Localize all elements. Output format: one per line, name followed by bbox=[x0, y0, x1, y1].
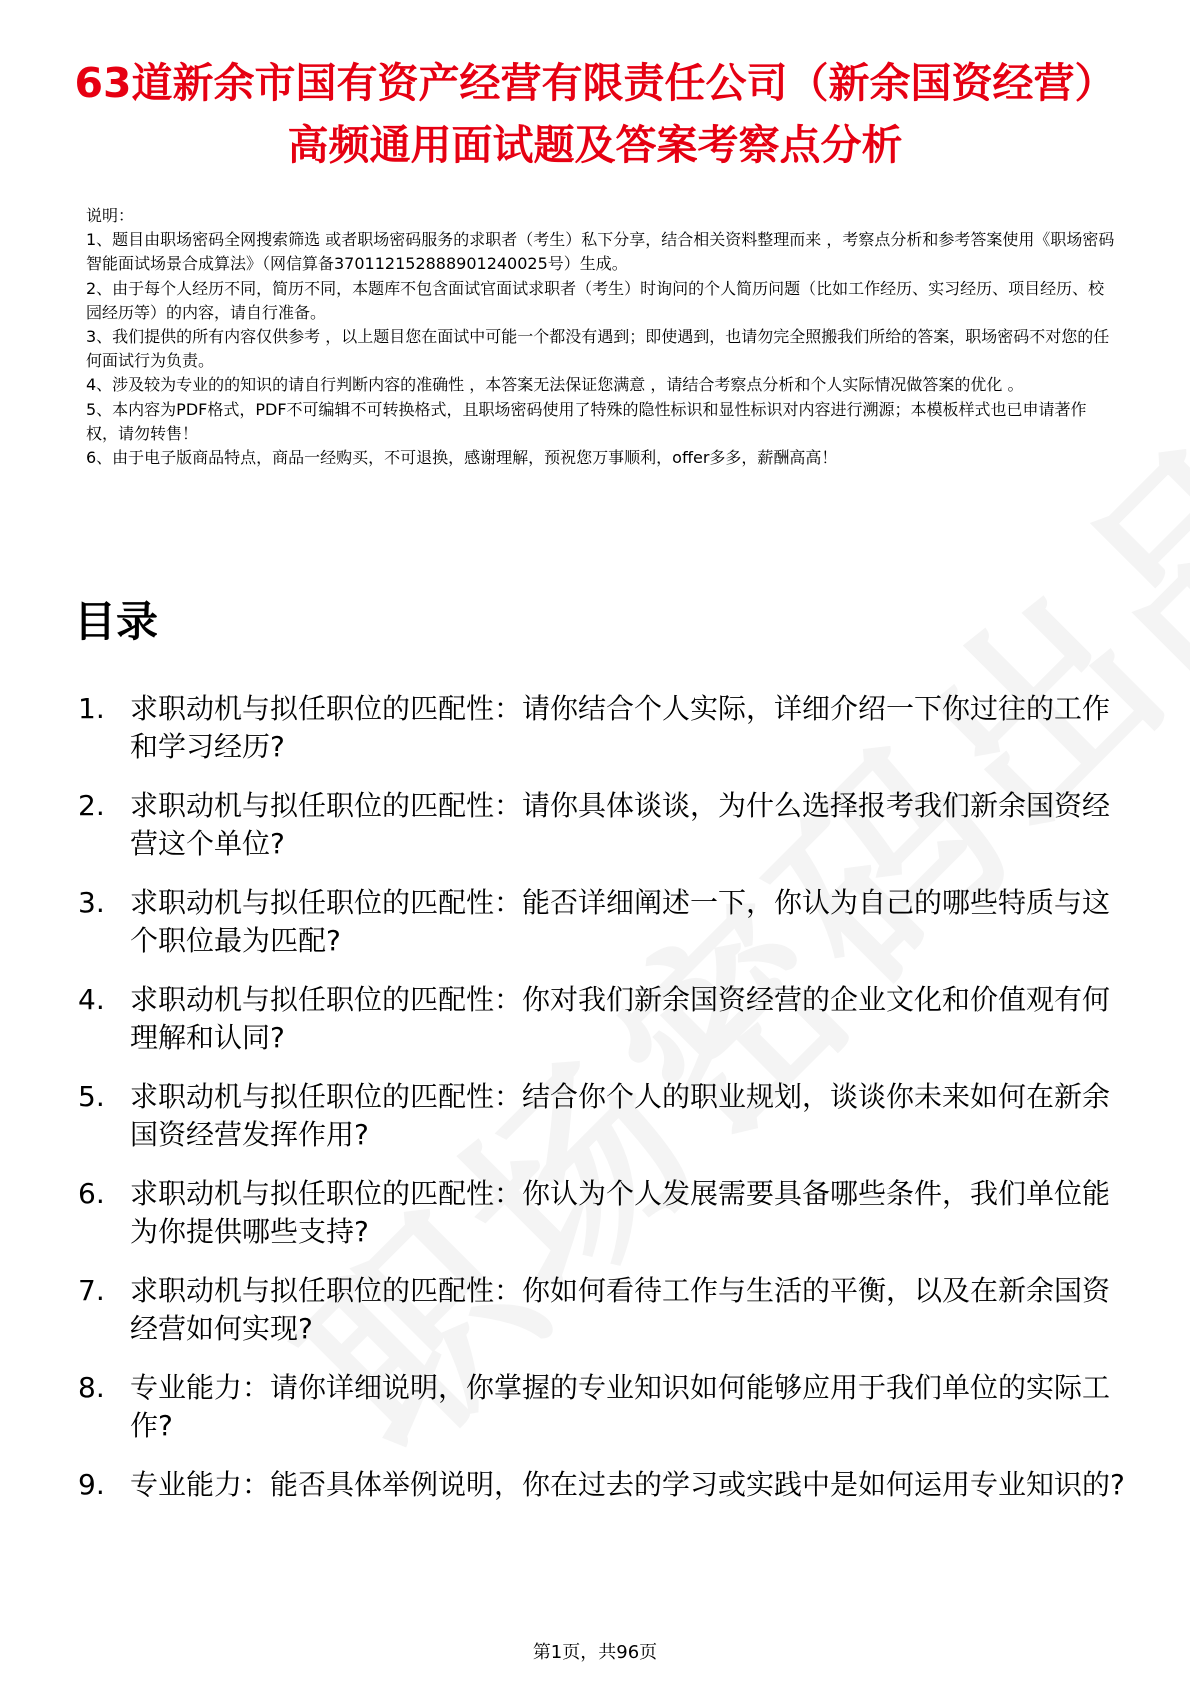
toc-item-text: 专业能力：请你详细说明，你掌握的专业知识如何能够应用于我们单位的实际工作? bbox=[130, 1371, 1111, 1442]
toc-item-number: 6. bbox=[78, 1177, 105, 1210]
toc-item-number: 1. bbox=[78, 692, 105, 725]
toc-item-text: 求职动机与拟任职位的匹配性：你对我们新余国资经营的企业文化和价值观有何理解和认同? bbox=[130, 983, 1111, 1054]
toc-item-text: 求职动机与拟任职位的匹配性：你如何看待工作与生活的平衡，以及在新余国资经营如何实现? bbox=[130, 1274, 1111, 1345]
toc-item-text: 求职动机与拟任职位的匹配性：结合你个人的职业规划，谈谈你未来如何在新余国资经营发挥作用? bbox=[130, 1080, 1111, 1151]
note-item-6: 6、由于电子版商品特点，商品一经购买，不可退换，感谢理解，预祝您万事顺利，offer多多，薪酬高高！ bbox=[86, 448, 838, 468]
toc-item-text: 求职动机与拟任职位的匹配性：你认为个人发展需要具备哪些条件，我们单位能为你提供哪些支持? bbox=[130, 1177, 1111, 1248]
toc-item[interactable] bbox=[78, 1369, 1128, 1445]
toc-item-text: 求职动机与拟任职位的匹配性：请你具体谈谈，为什么选择报考我们新余国资经营这个单位? bbox=[130, 789, 1111, 860]
toc-item-number: 9. bbox=[78, 1468, 105, 1501]
toc-item-text: 专业能力：能否具体举例说明，你在过去的学习或实践中是如何运用专业知识的? bbox=[130, 1468, 1125, 1501]
toc-item-text: 求职动机与拟任职位的匹配性：能否详细阐述一下，你认为自己的哪些特质与这个职位最为匹配? bbox=[130, 886, 1111, 957]
toc-item-number: 3. bbox=[78, 886, 105, 919]
toc-item[interactable] bbox=[78, 981, 1128, 1057]
toc-list bbox=[78, 690, 1128, 1525]
toc-item[interactable] bbox=[78, 1175, 1128, 1251]
toc-item[interactable] bbox=[78, 1466, 1128, 1504]
notes-section bbox=[86, 204, 1116, 470]
note-item-5: 5、本内容为PDF格式，PDF不可编辑不可转换格式，且职场密码使用了特殊的隐性标识和显性标识对内容进行溯源；本模板样式也已申请著作权，请勿转售！ bbox=[86, 399, 1087, 443]
toc-item[interactable] bbox=[78, 1272, 1128, 1348]
note-item-1: 1、题目由职场密码全网搜索筛选 或者职场密码服务的求职者（考生）私下分享，结合相关资料整理而来 ，考察点分析和参考答案使用《职场密码智能面试场景合成算法》（网信算备370112152888901240025号）生成。 bbox=[86, 230, 1115, 274]
toc-item-number: 2. bbox=[78, 789, 105, 822]
toc-item[interactable] bbox=[78, 787, 1128, 863]
toc-item[interactable] bbox=[78, 1078, 1128, 1154]
toc-item-number: 7. bbox=[78, 1274, 105, 1307]
notes-label: 说明： bbox=[86, 206, 135, 225]
toc-heading: 目录 bbox=[74, 597, 159, 646]
toc-item[interactable] bbox=[78, 884, 1128, 960]
note-item-2: 2、由于每个人经历不同，简历不同，本题库不包含面试官面试求职者（考生）时询问的个人简历问题（比如工作经历、实习经历、项目经历、校园经历等）的内容，请自行准备。 bbox=[86, 278, 1105, 322]
toc-item[interactable] bbox=[78, 690, 1128, 766]
page-footer: 第1页，共96页 bbox=[532, 1642, 658, 1663]
document-title: 63道新余市国有资产经营有限责任公司（新余国资经营）高频通用面试题及答案考察点分析 bbox=[74, 59, 1116, 169]
note-item-4: 4、涉及较为专业的的知识的请自行判断内容的准确性 ，本答案无法保证您满意 ，请结合考察点分析和个人实际情况做答案的优化 。 bbox=[86, 375, 1024, 395]
note-item-3: 3、我们提供的所有内容仅供参考 ，以上题目您在面试中可能一个都没有遇到；即使遇到，也请勿完全照搬我们所给的答案，职场密码不对您的任何面试行为负责。 bbox=[86, 327, 1110, 371]
toc-item-number: 4. bbox=[78, 983, 105, 1016]
toc-item-text: 求职动机与拟任职位的匹配性：请你结合个人实际，详细介绍一下你过往的工作和学习经历? bbox=[130, 692, 1111, 763]
toc-item-number: 8. bbox=[78, 1371, 105, 1404]
toc-item-number: 5. bbox=[78, 1080, 105, 1113]
